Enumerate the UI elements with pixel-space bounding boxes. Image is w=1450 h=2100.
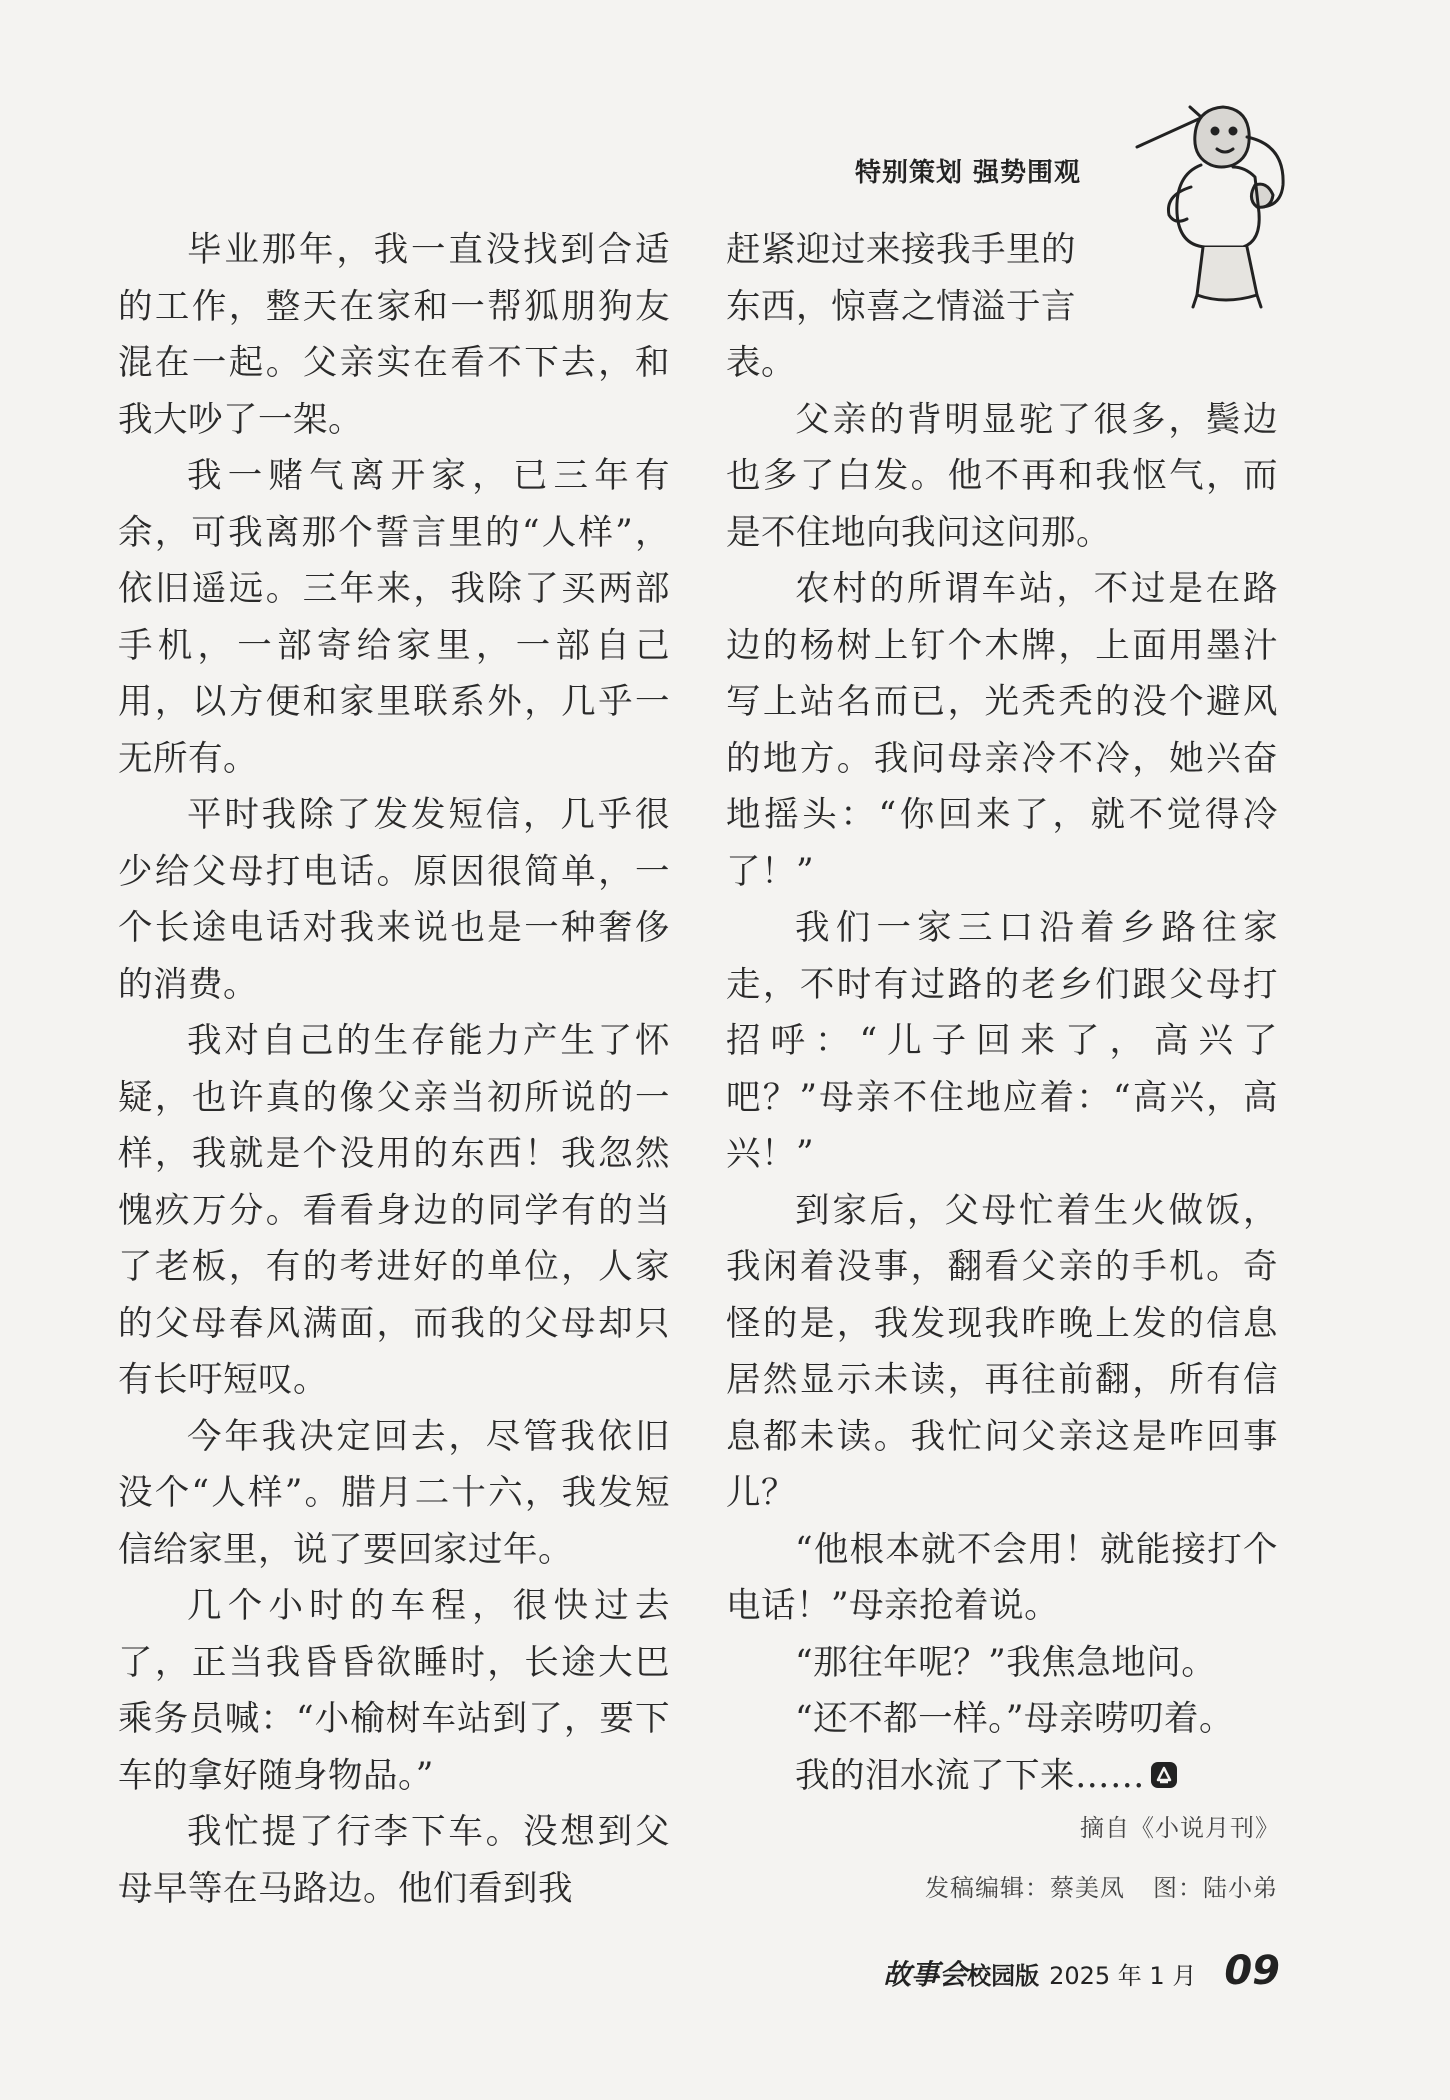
paragraph: 平时我除了发发短信，几乎很少给父母打电话。原因很简单，一个长途电话对我来说也是一种奢侈的消费。 [118,795,670,1005]
section-tag: 特别策划 强势围观 [855,158,1082,188]
continued-line: 东西，惊喜之情溢于言 [726,286,1076,327]
paragraph: 到家后，父母忙着生火做饭，我闲着没事，翻看父亲的手机。奇怪的是，我发现我昨晚上发的信息居然显示未读，再往前翻，所有信息都未读。我忙问父亲这是咋回事儿？ [726,1190,1278,1513]
right-text-column [726,222,1278,1804]
paragraph: “还不都一样。”母亲唠叨着。 [795,1699,1235,1739]
story-end-icon [1149,1760,1179,1790]
final-paragraph [726,1748,1278,1805]
paragraph: 父亲的背明显驼了很多，鬓边也多了白发。他不再和我怄气，而是不住地向我问这问那。 [726,399,1278,553]
issue-date: 2025 年 1 月 [1049,1962,1197,1990]
page-footer [883,1948,1280,1994]
paragraph: “那往年呢？”我焦急地问。 [795,1642,1217,1683]
paragraph: 今年我决定回去，尽管我依旧没个“人样”。腊月二十六，我发短信给家里，说了要回家过年。 [118,1416,670,1570]
paragraph: 农村的所谓车站，不过是在路边的杨树上钉个木牌，上面用墨汁写上站名而已，光秃秃的没个避风的地方。我问母亲冷不冷，她兴奋地摇头：“你回来了，就不觉得冷了！” [726,569,1278,892]
paragraph: 几个小时的车程，很快过去了，正当我昏昏欲睡时，长途大巴乘务员喊：“小榆树车站到了，要下车的拿好随身物品。” [118,1586,670,1796]
paragraph: “他根本就不会用！就能接打个电话！”母亲抢着说。 [726,1529,1278,1626]
paragraph: 毕业那年，我一直没找到合适的工作，整天在家和一帮狐朋狗友混在一起。父亲实在看不下去，和我大吵了一架。 [118,230,670,440]
final-paragraph-text: 我的泪水流了下来…… [795,1755,1145,1796]
page-number: 09 [1224,1948,1280,1994]
paragraph: 我对自己的生存能力产生了怀疑，也许真的像父亲当初所说的一样，我就是个没用的东西！我忽然愧疚万分。看看身边的同学有的当了老板，有的考进好的单位，人家的父母春风满面，而我的父母却只有长吁短叹。 [118,1021,670,1400]
illustrator-credit: 图：陆小弟 [1153,1874,1278,1902]
magazine-name: 故事会 [883,1958,968,1991]
paragraph: 我们一家三口沿着乡路往家走，不时有过路的老乡们跟父母打招呼：“儿子回来了，高兴了吧？”母亲不住地应着：“高兴，高兴！” [726,908,1278,1174]
paragraph: 我忙提了行李下车。没想到父母早等在马路边。他们看到我 [118,1812,670,1909]
credits [925,1868,1278,1903]
left-text-column [118,222,670,1917]
magazine-edition: 校园版 [967,1962,1040,1990]
source-note: 摘自《小说月刊》 [1080,1814,1280,1842]
continued-line: 表。 [726,343,796,383]
paragraph: 我一赌气离开家，已三年有余，可我离那个誓言里的“人样”，依旧遥远。三年来，我除了买两部手机，一部寄给家里，一部自己用，以方便和家里联系外，几乎一无所有。 [118,456,670,779]
editor-credit: 发稿编辑：蔡美凤 [925,1874,1125,1902]
continued-line: 赶紧迎过来接我手里的 [726,230,1076,270]
